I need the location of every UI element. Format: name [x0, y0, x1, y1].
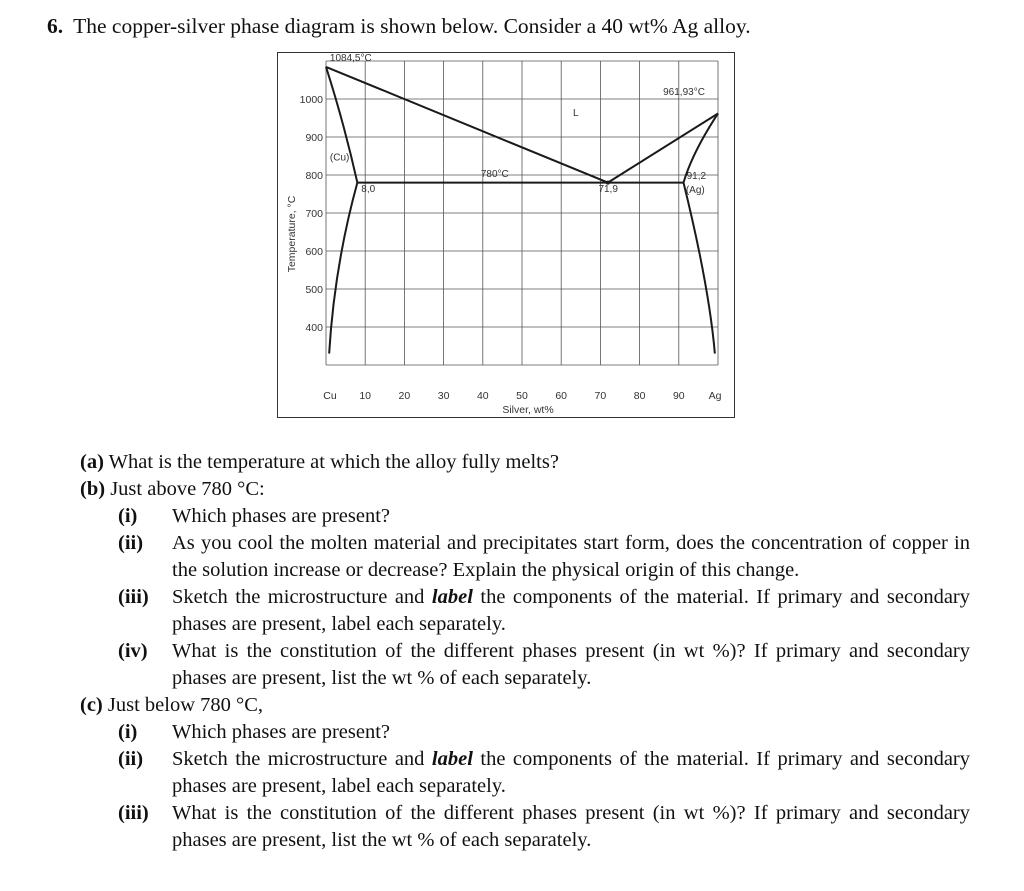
x-tick-label: 90: [672, 390, 685, 402]
item-text-pre: Sketch the microstructure and: [172, 586, 425, 608]
part-b-item-2: [80, 530, 970, 584]
item-text: [172, 584, 970, 638]
annotation-label: 961,93°C: [663, 87, 705, 99]
part-b-label: (b): [80, 478, 106, 500]
item-text: What is the constitution of the different phases present (in wt %)? If primary and secondary phases are present, list the wt % of each separately.: [172, 640, 970, 689]
item-text: Which phases are present?: [172, 721, 390, 743]
y-tick-label: 900: [305, 132, 323, 144]
x-tick-label: 10: [359, 390, 372, 402]
y-tick-label: 800: [305, 170, 323, 182]
y-tick-label: 400: [305, 322, 323, 334]
part-b-item-3: [80, 584, 970, 638]
part-c-label: (c): [80, 694, 103, 716]
part-c-item-1: [80, 719, 970, 746]
phase-diagram-svg: [278, 53, 736, 419]
axis-ticks: [300, 94, 722, 402]
y-axis-label: Temperature, °C: [286, 195, 298, 273]
x-tick-label: 20: [398, 390, 411, 402]
roman-numeral: (i): [118, 721, 138, 743]
item-text-pre: Sketch the microstructure and: [172, 748, 425, 770]
item-text: As you cool the molten material and precipitates start form, does the concentration of copper in the solution increase or decrease? Explain the physical origin of this change.: [172, 532, 970, 581]
item-text: [172, 746, 970, 800]
annotation-label: 780°C: [480, 168, 509, 180]
y-tick-label: 500: [305, 284, 323, 296]
question-text: The copper-silver phase diagram is shown below. Consider a 40 wt% Ag alloy.: [73, 14, 751, 38]
y-tick-label: 600: [305, 246, 323, 258]
x-tick-label: 80: [633, 390, 646, 402]
part-b-item-1: [80, 503, 970, 530]
item-text: Which phases are present?: [172, 505, 390, 527]
question-heading: [47, 14, 751, 39]
annotation-label: 1084,5°C: [329, 53, 372, 64]
question-number: 6.: [47, 14, 64, 38]
x-tick-label: 60: [555, 390, 568, 402]
roman-numeral: (ii): [118, 748, 144, 770]
part-b: [80, 476, 970, 503]
question-parts: [80, 449, 970, 854]
roman-numeral: (iii): [118, 802, 149, 824]
phase-boundary-curve: [684, 183, 715, 354]
x-tick-label: 50: [516, 390, 528, 402]
grid: [326, 61, 718, 365]
x-tick-label: Cu: [323, 390, 337, 402]
roman-numeral: (iii): [118, 586, 149, 608]
x-tick-label: 40: [476, 390, 489, 402]
emphasis-label: label: [431, 748, 473, 770]
y-tick-label: 1000: [299, 94, 323, 106]
roman-numeral: (i): [118, 505, 138, 527]
x-axis-label: Silver, wt%: [502, 404, 554, 416]
annotation-label: 71,9: [598, 184, 618, 196]
annotation-label: (Ag): [685, 185, 705, 197]
item-text-post: the components of the material. If primary and secondary phases are present, label each separately.: [172, 586, 970, 635]
part-a-label: (a): [80, 451, 104, 473]
part-c-text: Just below 780 °C,: [107, 694, 264, 716]
x-tick-label: 70: [594, 390, 607, 402]
part-b-text: Just above 780 °C:: [110, 478, 265, 500]
emphasis-label: label: [431, 586, 473, 608]
y-tick-label: 700: [305, 208, 323, 220]
phase-boundary-curve: [329, 183, 357, 354]
roman-numeral: (iv): [118, 640, 148, 662]
annotation-label: 8,0: [361, 184, 376, 196]
roman-numeral: (ii): [118, 532, 144, 554]
part-a-text: What is the temperature at which the alloy fully melts?: [108, 451, 559, 473]
item-text-post: the components of the material. If primary and secondary phases are present, label each separately.: [172, 748, 970, 797]
phase-diagram: [277, 52, 735, 418]
phase-boundary-curve: [326, 67, 357, 183]
part-a: [80, 449, 970, 476]
annotation-label: L: [572, 108, 579, 120]
x-tick-label: Ag: [708, 390, 722, 402]
part-c: [80, 692, 970, 719]
part-c-item-3: [80, 800, 970, 854]
part-c-item-2: [80, 746, 970, 800]
item-text: What is the constitution of the different phases present (in wt %)? If primary and secondary phases are present, list the wt % of each separately.: [172, 802, 970, 851]
annotation-label: (Cu): [329, 152, 350, 164]
part-b-item-4: [80, 638, 970, 692]
phase-boundary-curve: [326, 67, 608, 183]
x-tick-label: 30: [437, 390, 450, 402]
annotation-label: 91,2: [686, 170, 707, 182]
